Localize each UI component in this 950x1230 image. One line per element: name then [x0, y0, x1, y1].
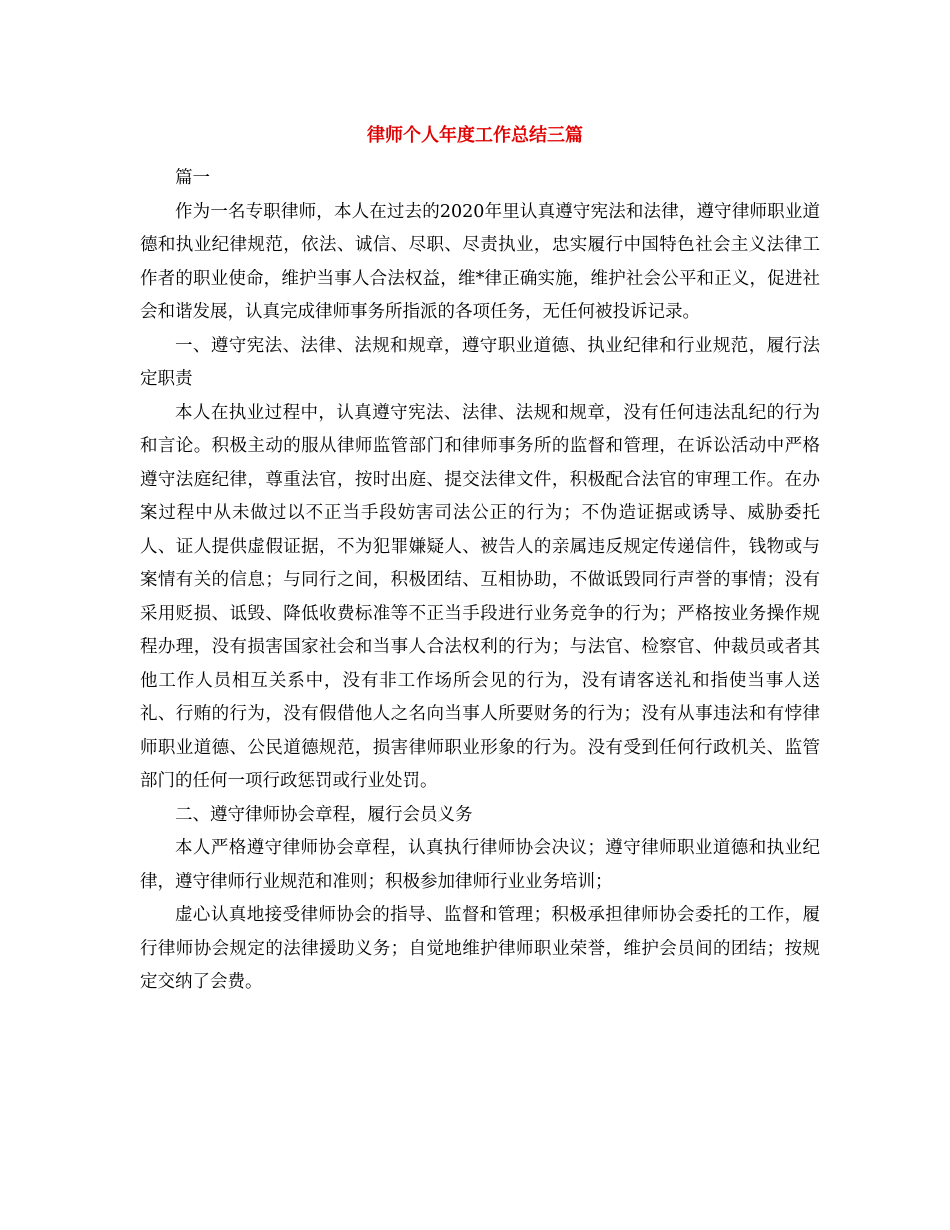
body-paragraph: 作为一名专职律师，本人在过去的2020年里认真遵守宪法和法律，遵守律师职业道德和执业纪律规范，依法、诚信、尽职、尽责执业，忠实履行中国特色社会主义法律工作者的职业使命，维护当事人合法权益，维*律正确实施，维护社会公平和正义，促进社会和谐发展，认真完成律师事务所指派的各项任务，无任何被投诉记录。 — [140, 201, 820, 322]
body-paragraph: 本人在执业过程中，认真遵守宪法、法律、法规和规章，没有任何违法乱纪的行为和言论。积极主动的服从律师监管部门和律师事务所的监督和管理，在诉讼活动中严格遵守法庭纪律，尊重法官，按时出庭、提交法律文件，积极配合法官的审理工作。在办案过程中从未做过以不正当手段妨害司法公正的行为；不伪造证据或诱导、威胁委托人、证人提供虚假证据，不为犯罪嫌疑人、被告人的亲属违反规定传递信件，钱物或与案情有关的信息；与同行之间，积极团结、互相协助，不做诋毁同行声誉的事情；没有采用贬损、诋毁、降低收费标准等不正当手段进行业务竞争的行为；严格按业务操作规程办理，没有损害国家社会和当事人合法权利的行为；与法官、检察官、仲裁员或者其他工作人员相互关系中，没有非工作场所会见的行为，没有请客送礼和指使当事人送礼、行贿的行为，没有假借他人之名向当事人所要财务的行为；没有从事违法和有悖律师职业道德、公民道德规范，损害律师职业形象的行为。没有受到任何行政机关、监管部门的任何一项行政惩罚或行业处罚。 — [140, 402, 820, 791]
document-body — [140, 162, 820, 1000]
document-title: 律师个人年度工作总结三篇 — [367, 125, 583, 146]
section-heading-one: 一、遵守宪法、法律、法规和规章，遵守职业道德、执业纪律和行业规范，履行法定职责 — [140, 335, 820, 389]
body-paragraph: 虚心认真地接受律师协会的指导、监督和管理；积极承担律师协会委托的工作，履行律师协会规定的法律援助义务；自觉地维护律师职业荣誉，维护会员间的团结；按规定交纳了会费。 — [140, 905, 820, 992]
body-paragraph: 本人严格遵守律师协会章程，认真执行律师协会决议；遵守律师职业道德和执业纪律，遵守律师行业规范和准则；积极参加律师行业业务培训； — [140, 838, 820, 892]
section-heading-two: 二、遵守律师协会章程，履行会员义务 — [175, 804, 473, 825]
section-heading-part-one: 篇一 — [175, 168, 210, 188]
